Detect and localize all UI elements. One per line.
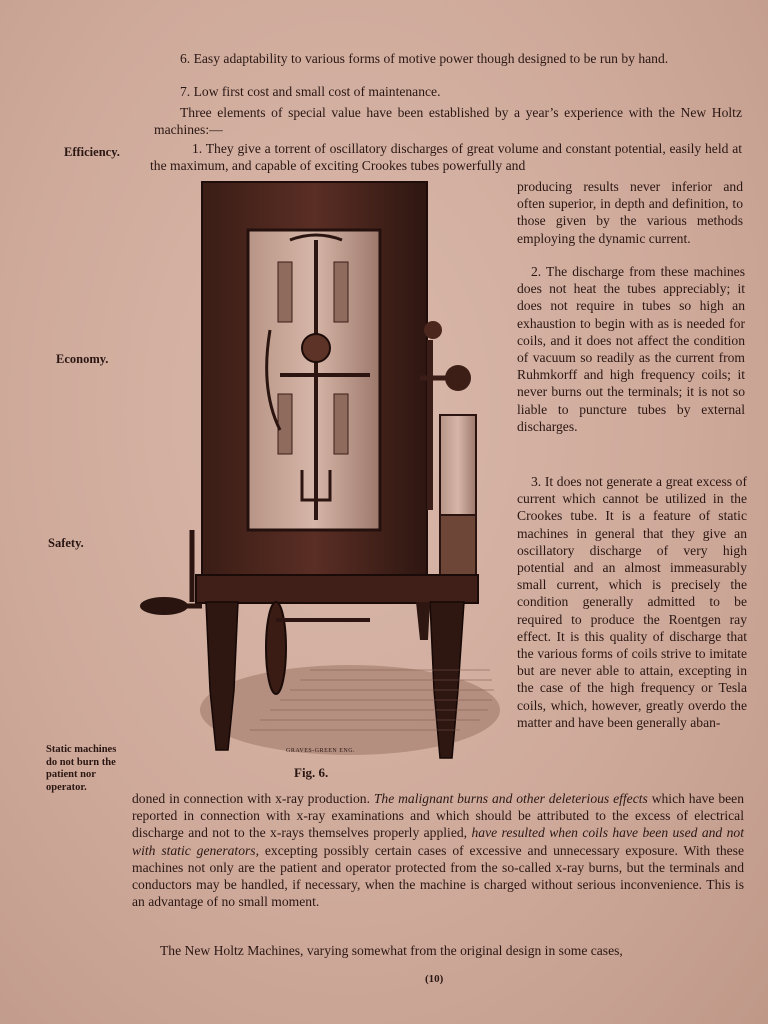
bottom-text-c: which have been reported in connection with x-ray examinations and which should be attributed to the excess of electrical discharge and not to the x-rays themselves properly applied, [132,791,744,841]
margin-efficiency: Efficiency. [64,145,120,159]
bottom-italic-d: have resulted when coils have been used and not with static generators, [132,825,744,858]
economy-paragraph: 2. The discharge from these machines does not heat the tubes appreciably; it does not require in tubes so high an exhaustion to begin with as is needed for coils, and it does not affect the condition of vacuum so readily as the current from Ruhmkorff and high frequency coils; it never burns out the terminals; it is not so liable to puncture tubes by external discharges. [517,264,745,434]
page-number: (10) [425,973,444,985]
bottom-italic-b: The malignant burns and other deleterious effects [373,791,648,806]
engraver-credit: GRAVES-GREEN ENG. [286,748,356,754]
item-6-paragraph: 6. Easy adaptability to various forms of motive power though designed to be run by hand. [180,51,669,66]
item-7-paragraph: 7. Low first cost and small cost of maintenance. [180,84,441,99]
bottom-text-a: doned in connection with x-ray production. [132,791,374,806]
holtz-machine-figure [130,170,510,780]
safety-paragraph: 3. It does not generate a great excess of current which cannot be utilized in the Crookes tube. It is a feature of static machines in general that they give an oscillatory discharge of very high potential and an almost immeasurably small current, which is precisely the condition generally admitted to be required to produce the Roentgen ray effect. It is this quality of discharge that the various forms of coils strive to imitate but are never able to attain, excepting in the case of the high frequency or Tesla coils, which, however, greatly overdo the matter and have been generally aban- [517,474,747,730]
bottom-paragraph [132,790,744,910]
holtz-machine-illustration [130,170,510,780]
bottom-text-e: excepting possibly certain cases of excessive and unnecessary exposure. With these machines not only are the patient and operator protected from the so-called x-ray burns, but the terminals and conductors may be handled, if necessary, when the machine is charged without serious inconvenience. This is an advantage of no small moment. [132,842,744,910]
margin-safety: Safety. [48,536,84,550]
figure-caption: Fig. 6. [294,765,329,780]
margin-economy: Economy. [56,352,109,366]
last-line-paragraph: The New Holtz Machines, varying somewhat from the original design in some cases, [160,943,623,958]
efficiency-paragraph-continued: producing results never inferior and often superior, in depth and definition, to those given by the various methods employing the dynamic current. [517,179,743,246]
three-elements-paragraph: Three elements of special value have been established by a year’s experience with the New Holtz machines:— [154,105,742,138]
margin-static-note: Static machines do not burn the patient nor operator. [46,744,117,793]
efficiency-paragraph-full: 1. They give a torrent of oscillatory discharges of great volume and constant potential, easily held at the maximum, and capable of exciting Crookes tubes powerfully and [150,141,742,174]
